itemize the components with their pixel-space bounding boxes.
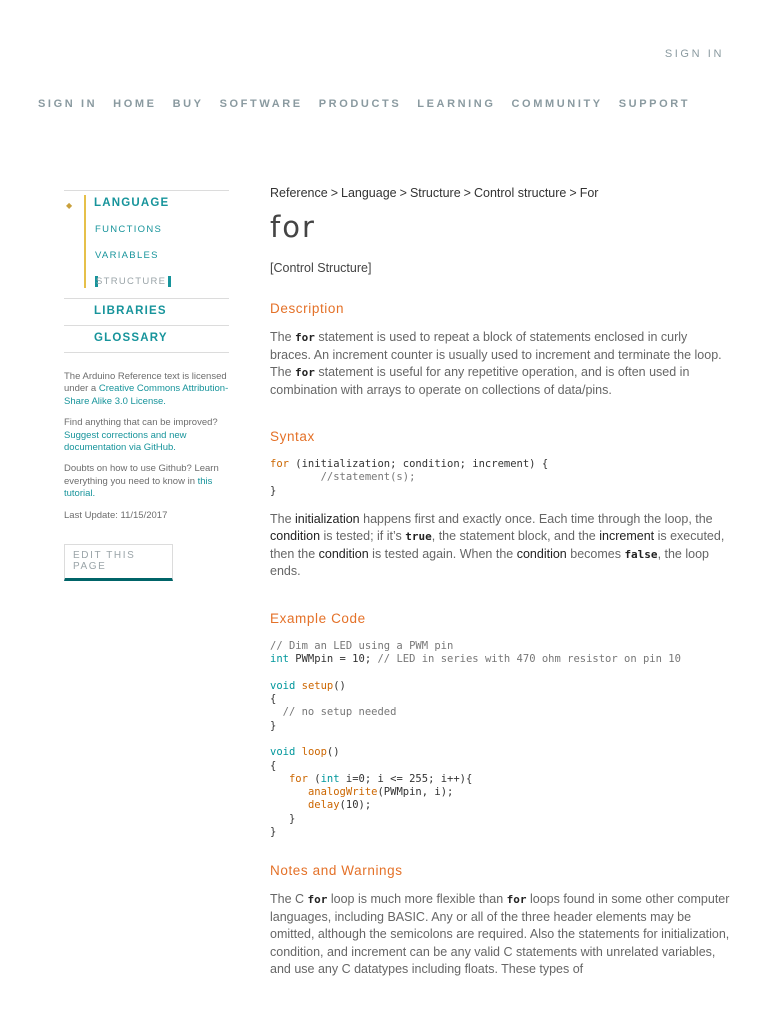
nav-products[interactable]: PRODUCTS (318, 98, 402, 110)
breadcrumb: Reference > Language > Structure > Control structure > For (270, 186, 599, 200)
improve-text: Find anything that can be improved? (64, 417, 218, 429)
description-heading: Description (270, 301, 345, 316)
sidebar-item-functions[interactable]: FUNCTIONS (95, 224, 163, 235)
breadcrumb-language[interactable]: Language (341, 186, 397, 200)
sidebar-item-structure[interactable] (64, 275, 229, 288)
syntax-code-block: for (initialization; condition; increment) { //statement(s); } (270, 458, 549, 497)
notes-heading: Notes and Warnings (270, 863, 403, 879)
main-nav (38, 98, 690, 110)
sidebar-item-libraries[interactable]: LIBRARIES (94, 305, 167, 317)
sidebar-item-structure-label: STRUCTURE (96, 276, 167, 287)
sidebar-section-line (84, 195, 86, 288)
syntax-explanation: The initialization happens first and exactly once. Each time through the loop, the condition is tested; if it’s true, the statement block, and the increment is executed, then the condition is tested again. When the condition becomes false, the loop ends. (270, 511, 725, 579)
github-note (64, 463, 232, 500)
syntax-heading: Syntax (270, 429, 315, 444)
sidebar-item-language[interactable]: LANGUAGE (94, 197, 170, 209)
license-link[interactable]: Creative Commons Attribution-Share Alike 3.0 License. (64, 383, 229, 407)
nav-buy[interactable]: BUY (172, 98, 204, 110)
nav-support[interactable]: SUPPORT (618, 98, 691, 110)
code-for: for (295, 366, 315, 379)
sidebar-divider (64, 352, 229, 353)
improve-note (64, 417, 232, 454)
breadcrumb-control-structure[interactable]: Control structure (473, 186, 567, 200)
sidebar-row-glossary (64, 326, 229, 352)
nav-signin[interactable]: SIGN IN (38, 98, 98, 110)
suggest-corrections-link[interactable]: Suggest corrections and new documentation via GitHub. (64, 429, 187, 454)
code-for: for (295, 331, 315, 344)
example-heading: Example Code (270, 610, 366, 626)
breadcrumb-reference[interactable]: Reference (270, 186, 328, 200)
diamond-bullet-icon: ◆ (66, 201, 73, 210)
sidebar-language-group (64, 191, 229, 298)
breadcrumb-structure[interactable]: Structure (409, 186, 461, 200)
nav-software[interactable]: SOFTWARE (219, 98, 303, 110)
nav-home[interactable]: HOME (113, 98, 157, 110)
breadcrumb-for[interactable]: For (579, 186, 599, 200)
notes-paragraph: The C for loop is much more flexible than for loops found in some other computer languages, including BASIC. Any or all of the three header elements may be omitted, although the semicolons are required. Also the statements for initialization, condition, and increment can be any valid C statements with unrelated variables, and use any C datatypes including floats. These types of (270, 892, 730, 977)
example-code-block: // Dim an LED using a PWM pin int PWMpin = 10; // LED in series with 470 ohm resistor on pin 10 void setup() { // no setup needed } void loop() { for (int i=0; i <= 255; i++){ analogWrite(PWMpin, i); delay(10); } } (270, 639, 681, 839)
last-update: Last Update: 11/15/2017 (64, 509, 168, 521)
license-note (64, 371, 232, 408)
nav-learning[interactable]: LEARNING (417, 98, 496, 110)
top-signin-link[interactable]: SIGN IN (664, 48, 724, 60)
license-text: The Arduino Reference text is licensed under a (64, 371, 227, 395)
page-subtitle: [Control Structure] (270, 261, 372, 275)
sidebar-item-glossary[interactable]: GLOSSARY (94, 332, 168, 344)
reference-content (270, 186, 730, 979)
tutorial-link[interactable]: this tutorial. (64, 475, 213, 500)
github-text: Doubts on how to use Github? Learn everything you need to know in (64, 463, 219, 487)
page-title: for (270, 210, 316, 244)
edit-page-button[interactable]: EDIT THIS PAGE (64, 544, 173, 581)
sidebar-item-variables[interactable]: VARIABLES (95, 250, 159, 261)
nav-community[interactable]: COMMUNITY (511, 98, 603, 110)
sidebar-row-libraries (64, 299, 229, 325)
active-marker-right (168, 276, 171, 287)
description-paragraph: The for statement is used to repeat a block of statements enclosed in curly braces. An increment counter is usually used to increment and terminate the loop. The for statement is useful for any repetitive operation, and is often used in combination with arrays to operate on collections of data/pins. (270, 330, 722, 397)
reference-sidebar (64, 190, 229, 581)
